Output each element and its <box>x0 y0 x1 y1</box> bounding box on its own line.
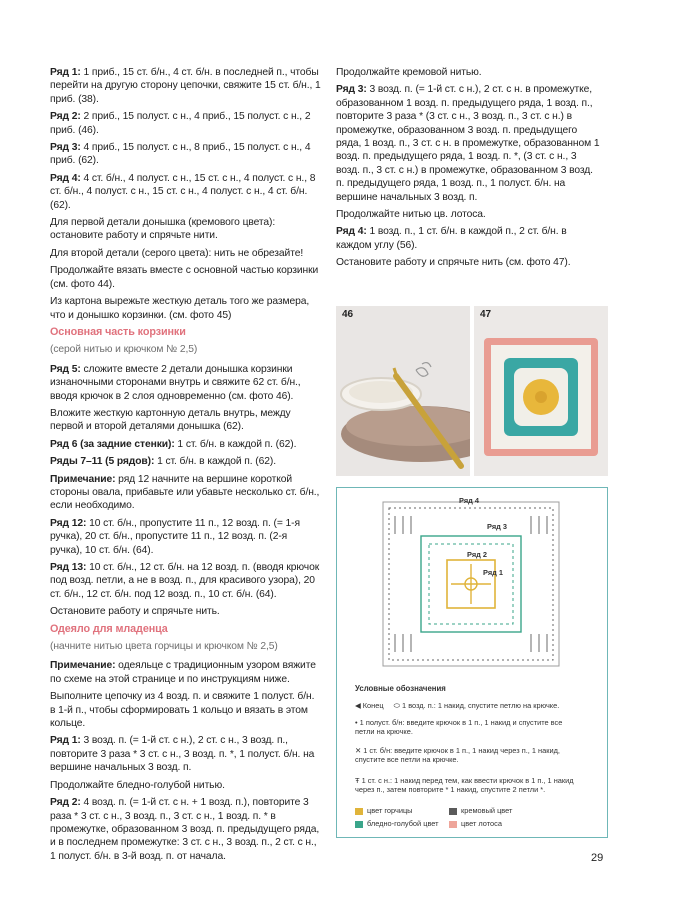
row-label: Ряд 13: <box>50 562 87 573</box>
section-title: Основная часть корзинки <box>50 325 186 338</box>
row-label: Ряд 6 (за задние стенки): <box>50 438 175 450</box>
photo-47 <box>474 306 608 476</box>
paragraph <box>50 110 322 137</box>
lotus-swatch <box>449 821 457 828</box>
row-1-label: Ряд 1 <box>483 568 503 577</box>
paragraph <box>50 659 322 686</box>
legend-color-cream <box>449 806 549 815</box>
legend-text: 1 возд. п.: 1 накид, спустите петлю на крючке. <box>402 701 560 710</box>
paragraph <box>50 141 322 168</box>
paragraph: Для второй детали (серого цвета): нить не обрезайте! <box>50 247 304 259</box>
row-text: 1 возд. п., 1 ст. б/н. в каждой п., 2 ст. б/н. в каждом углу (56). <box>336 226 567 251</box>
legend-item-sc <box>355 746 575 764</box>
note-label: Примечание: <box>50 473 116 485</box>
paragraph <box>50 455 322 468</box>
legend-text: цвет горчицы <box>367 806 413 815</box>
note-text: ряд 12 начните на вершине короткой стороны овала, прибавьте или убавьте несколько ст. б/н., если необходимо. <box>50 473 320 512</box>
legend-color-blue <box>355 819 455 828</box>
row-text: 10 ст. б/н., пропустите 11 п., 12 возд. п. (= 1-я ручка), 20 ст. б/н., пропустите 11 п., 12 возд. п. (2-я ручка), 10 ст. б/н. (64). <box>50 517 300 556</box>
row-label: Ряд 1: <box>50 735 81 747</box>
row-text: 4 возд. п. (= 1-й ст. с н. + 1 возд. п.), повторите 3 раза * 3 ст. с н., 3 возд. п., 3 ст. с н., 1 возд. п. * в промежутке, образованном 3 возд. п. предыдущего ряда, и в последнем промежутке: 3 ст. с н., 3 возд. п., 2 ст. с н., 1 полуст. б/н. в 3-й возд. п. от начала. <box>50 797 320 862</box>
photo-number: 47 <box>480 309 492 320</box>
legend-color-mustard <box>355 806 455 815</box>
row-text: 4 приб., 15 полуст. с н., 8 приб., 15 полуст. с н., 4 приб. (62). <box>50 142 311 167</box>
section-title: Одеяло для младенца <box>50 622 168 635</box>
note-text: одеяльце с традиционным узором вяжите по схеме на этой странице и по инструкциям ниже. <box>50 660 316 685</box>
blue-swatch <box>355 821 363 828</box>
crochet-diagram <box>336 487 608 838</box>
paragraph <box>50 561 322 601</box>
page-number: 29 <box>591 852 604 864</box>
legend-text: 1 полуст. б/н: введите крючок в 1 п., 1 накид и спустите все петли на крючке. <box>355 718 563 736</box>
row-label: Ряд 2: <box>50 797 81 809</box>
mustard-swatch <box>355 808 363 815</box>
section-subtitle: (начните нитью цвета горчицы и крючком № 2,5) <box>50 641 278 653</box>
row-label: Ряды 7–11 (5 рядов): <box>50 456 155 468</box>
row-label: Ряд 1: <box>50 67 81 78</box>
paragraph <box>50 172 322 212</box>
slip-stitch-icon: • <box>355 718 360 727</box>
paragraph <box>336 83 602 204</box>
row-label: Ряд 3: <box>50 142 81 154</box>
row-2-label: Ряд 2 <box>467 550 487 559</box>
paragraph: Вложите жесткую картонную деталь внутрь, между первой и второй деталями донышка (62). <box>50 407 291 433</box>
row-text: 1 ст. б/н. в каждой п. (62). <box>174 438 297 450</box>
paragraph <box>50 363 322 403</box>
legend-text: кремовый цвет <box>461 806 513 815</box>
section-subtitle: (серой нитью и крючком № 2,5) <box>50 344 198 356</box>
paragraph <box>50 473 322 513</box>
row-4-label: Ряд 4 <box>459 496 479 505</box>
paragraph: Из картона вырежьте жесткую деталь того же размера, что и донышко корзинки. (см. фото 45) <box>50 296 310 321</box>
row-text: сложите вместе 2 детали донышка корзинки изнаночными сторонами внутрь и свяжите 62 ст. б/н., вводя крючок в 2 слоя одновременно (см. фото 46). <box>50 363 301 402</box>
diagram-chart <box>337 488 607 678</box>
single-crochet-icon: ✕ <box>355 746 364 755</box>
paragraph <box>50 438 322 451</box>
chain-icon: ⬭ <box>393 701 403 710</box>
double-crochet-icon: Ŧ <box>355 776 362 785</box>
legend-text: 1 ст. с н.: 1 накид перед тем, как ввести крючок в 1 п., 1 накид через п., затем повторите * 1 накид, спустите 2 петли *. <box>355 776 574 794</box>
legend-item-dc <box>355 776 587 794</box>
row-label: Ряд 4: <box>50 172 81 184</box>
legend-text: Конец <box>362 701 384 710</box>
row-label: Ряд 12: <box>50 517 87 529</box>
row-text: 2 приб., 15 полуст. с н., 4 приб., 15 полуст. с н., 2 приб. (46). <box>50 111 311 136</box>
note-label: Примечание: <box>50 660 116 672</box>
photo-46 <box>336 306 470 476</box>
row-text: 1 ст. б/н. в каждой п. (62). <box>154 456 276 468</box>
legend-item-end <box>355 701 595 710</box>
legend-text: бледно-голубой цвет <box>367 819 439 828</box>
paragraph: Остановите работу и спрячьте нить (см. фото 47). <box>336 257 571 269</box>
row-text: 10 ст. б/н., 12 ст. б/н. на 12 возд. п. (вводя крючок под возд. петли, а не в возд. п., для красивого узора), 20 ст. б/н., 12 ст. б/н. под 12 возд. п., 10 ст. б/н. (64). <box>50 562 320 600</box>
row-label: Ряд 3: <box>336 84 367 96</box>
paragraph: Остановите работу и спрячьте нить. <box>50 606 220 618</box>
paragraph: Продолжайте кремовой нитью. <box>336 67 482 78</box>
right-column <box>336 66 602 274</box>
legend-title: Условные обозначения <box>355 684 446 693</box>
row-text: 3 возд. п. (= 1-й ст. с н.), 2 ст. с н. в промежутке, образованном 1 возд. п. предыдущего ряда, 1 возд. п., повторите 3 раза * (3 ст. с н., 3 возд. п., 3 ст. с н.) в промежутке, образованном 3 возд. п. предыдущего ряда, 1 возд. п., 3 ст. с н. в промежутке, образованном 1 возд. п. предыдущего ряда, 1 возд. п. *, (3 ст. с н., 3 возд. п., 3 ст. с н.) в промежутке, образованном 3 возд. п. предыдущего ряда, 1 возд. п., 1 полуст. б/н. на вершине начальных 3 возд. п. <box>336 84 600 203</box>
row-label: Ряд 4: <box>336 226 367 238</box>
row-label: Ряд 2: <box>50 111 81 123</box>
paragraph: Продолжайте бледно-голубой нитью. <box>50 779 225 791</box>
legend-text: 1 ст. б/н: введите крючок в 1 п., 1 накид через п., 1 накид, спустите все петли на крючке. <box>355 746 560 764</box>
end-icon: ◀ <box>355 701 363 710</box>
paragraph <box>50 66 322 106</box>
row-label: Ряд 5: <box>50 363 81 375</box>
legend-item-slst <box>355 718 575 736</box>
granny-square-photo-image <box>474 306 608 476</box>
paragraph: Продолжайте вязать вместе с основной частью корзинки (см. фото 44). <box>50 265 319 290</box>
left-column <box>50 66 322 867</box>
photo-number: 46 <box>342 309 354 320</box>
row-text: 4 ст. б/н., 4 полуст. с н., 15 ст. с н., 4 полуст. с н., 8 ст. б/н., 4 полуст. с н., 15 ст. с н., 4 полуст. с н., 4 ст. б/н. (62). <box>50 172 316 211</box>
row-3-label: Ряд 3 <box>487 522 507 531</box>
basket-photo-image <box>336 306 470 476</box>
paragraph <box>50 796 322 863</box>
paragraph: Выполните цепочку из 4 возд. п. и свяжите 1 полуст. б/н. в 1-й п., чтобы сформировать 1 кольцо и вязать в этом кольце. <box>50 691 315 730</box>
paragraph <box>336 225 602 252</box>
legend-text: цвет лотоса <box>461 819 502 828</box>
paragraph <box>50 517 322 557</box>
paragraph: Для первой детали донышка (кремового цвета): остановите работу и спрячьте нити. <box>50 217 276 242</box>
row-text: 3 возд. п. (= 1-й ст. с н.), 2 ст. с н., 3 возд. п., повторите 3 раза * 3 ст. с н., 3 возд. п. *, 1 полуст. б/н. на вершине начальных 3 возд. п. <box>50 735 315 774</box>
paragraph: Продолжайте нитью цв. лотоса. <box>336 209 486 221</box>
legend-color-lotus <box>449 819 549 828</box>
paragraph <box>50 734 322 774</box>
cream-swatch <box>449 808 457 815</box>
row-text: 1 приб., 15 ст. б/н., 4 ст. б/н. в последней п., чтобы перейти на другую сторону цепочки, свяжите 15 ст. б/н., 1 приб. (38). <box>50 67 321 105</box>
